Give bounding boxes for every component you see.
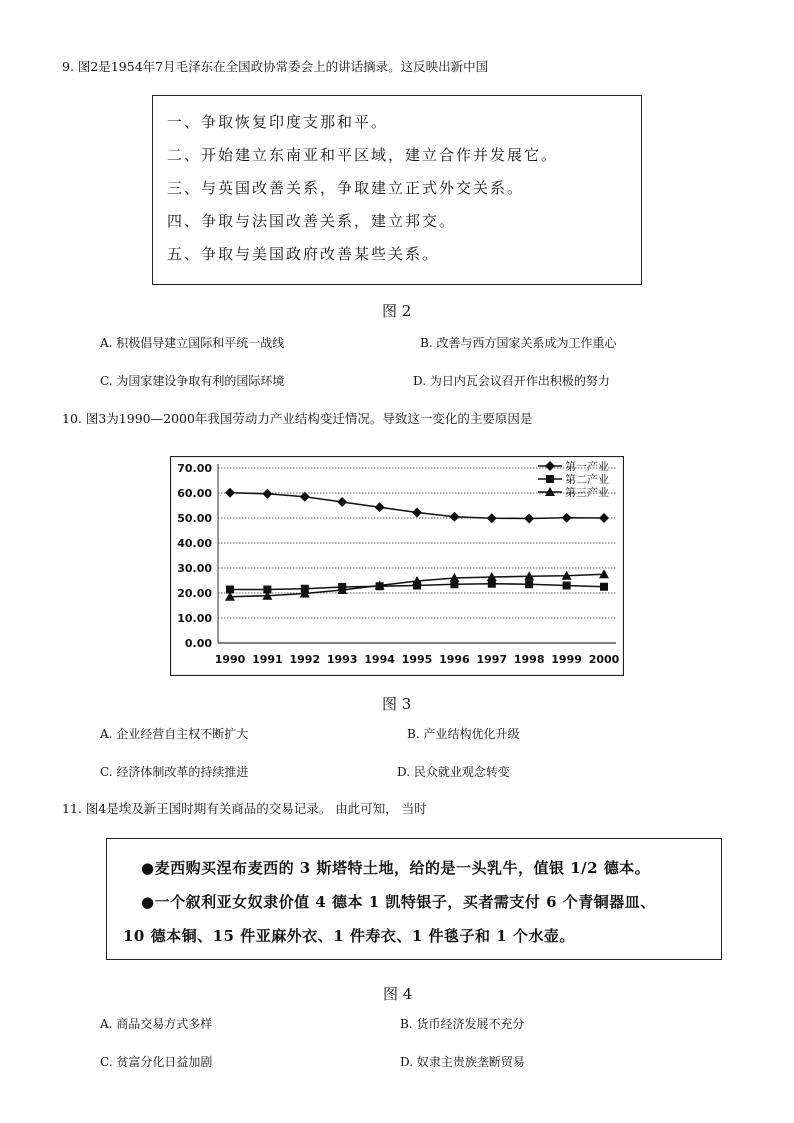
x-tick-label: 1997 <box>476 653 508 666</box>
figure-4-line-3: 10 德本铜、15 件亚麻外衣、1 件寿衣、1 件毯子和 1 个水壶。 <box>123 927 575 945</box>
x-tick-label: 1999 <box>551 653 582 666</box>
x-tick-label: 1994 <box>364 653 395 666</box>
x-tick-label: 1996 <box>439 653 470 666</box>
x-tick-label: 1992 <box>289 653 321 666</box>
chart-legend <box>538 459 609 499</box>
figure-2-line-4: 四、争取与法国改善关系，建立邦交。 <box>167 212 457 230</box>
legend-label: 第三产业 <box>565 486 609 499</box>
q9-option-c[interactable]: C. 为国家建设争取有利的国际环境 <box>100 374 285 388</box>
figure-2-line-2: 二、开始建立东南亚和平区域，建立合作并发展它。 <box>167 146 559 164</box>
question-9-stem: 9. 图2是1954年7月毛泽东在全国政协常委会上的讲话摘录。这反映出新中国 <box>62 59 489 74</box>
figure-4-caption: 图 4 <box>383 985 413 1003</box>
figure-2-box <box>152 95 642 285</box>
q10-option-c[interactable]: C. 经济体制改革的持续推进 <box>100 765 249 779</box>
figure-4-line-1: ●麦西购买涅布麦西的 3 斯塔特土地，给的是一头乳牛，值银 1/2 德本。 <box>141 859 651 877</box>
q11-option-d[interactable]: D. 奴隶主贵族垄断贸易 <box>400 1055 525 1069</box>
labor-structure-line-chart <box>170 456 624 676</box>
x-tick-label: 1990 <box>214 653 246 666</box>
y-tick-label: 70.00 <box>177 462 212 475</box>
y-tick-label: 60.00 <box>177 487 212 500</box>
x-tick-label: 1995 <box>401 653 433 666</box>
q10-option-b[interactable]: B. 产业结构优化升级 <box>407 727 520 741</box>
x-tick-label: 1991 <box>252 653 283 666</box>
question-11-stem: 11. 图4是埃及新王国时期有关商品的交易记录。 由此可知， 当时 <box>62 801 427 816</box>
question-10-stem: 10. 图3为1990—2000年我国劳动力产业结构变迁情况。导致这一变化的主要原因是 <box>62 411 533 426</box>
figure-2-caption: 图 2 <box>382 302 412 320</box>
point-square <box>600 583 608 591</box>
y-tick-label: 30.00 <box>177 562 212 575</box>
q10-option-d[interactable]: D. 民众就业观念转变 <box>397 765 510 779</box>
x-tick-label: 1998 <box>513 653 545 666</box>
figure-2-line-1: 一、争取恢复印度支那和平。 <box>167 113 389 131</box>
y-tick-label: 20.00 <box>177 587 212 600</box>
q11-option-c[interactable]: C. 贫富分化日益加剧 <box>100 1055 213 1069</box>
y-tick-label: 50.00 <box>177 512 212 525</box>
figure-2-line-3: 三、与英国改善关系，争取建立正式外交关系。 <box>167 179 525 197</box>
y-tick-label: 10.00 <box>177 612 212 625</box>
point-square <box>563 582 571 590</box>
q9-option-a[interactable]: A. 积极倡导建立国际和平统一战线 <box>100 336 285 350</box>
figure-2-line-5: 五、争取与美国政府改善某些关系。 <box>167 245 440 263</box>
point-square <box>525 580 533 588</box>
q9-option-b[interactable]: B. 改善与西方国家关系成为工作重心 <box>420 336 617 350</box>
x-tick-label: 1993 <box>326 653 358 666</box>
q9-option-d[interactable]: D. 为日内瓦会议召开作出积极的努力 <box>413 374 610 388</box>
legend-label: 第一产业 <box>565 460 609 473</box>
figure-4-line-2: ●一个叙利亚女奴隶价值 4 德本 1 凯特银子，买者需支付 6 个青铜器皿、 <box>141 893 656 911</box>
figure-3-chart <box>170 456 624 676</box>
point-square <box>546 475 554 483</box>
figure-3-caption: 图 3 <box>382 695 412 713</box>
q11-option-a[interactable]: A. 商品交易方式多样 <box>100 1017 213 1031</box>
figure-4-box <box>106 838 722 960</box>
q10-option-a[interactable]: A. 企业经营自主权不断扩大 <box>100 727 249 741</box>
x-tick-label: 2000 <box>588 653 620 666</box>
y-tick-label: 0.00 <box>184 637 212 650</box>
y-tick-label: 40.00 <box>177 537 212 550</box>
chart-x-axis <box>215 653 620 666</box>
legend-label: 第二产业 <box>565 473 609 486</box>
q11-option-b[interactable]: B. 货币经济发展不充分 <box>400 1017 525 1031</box>
